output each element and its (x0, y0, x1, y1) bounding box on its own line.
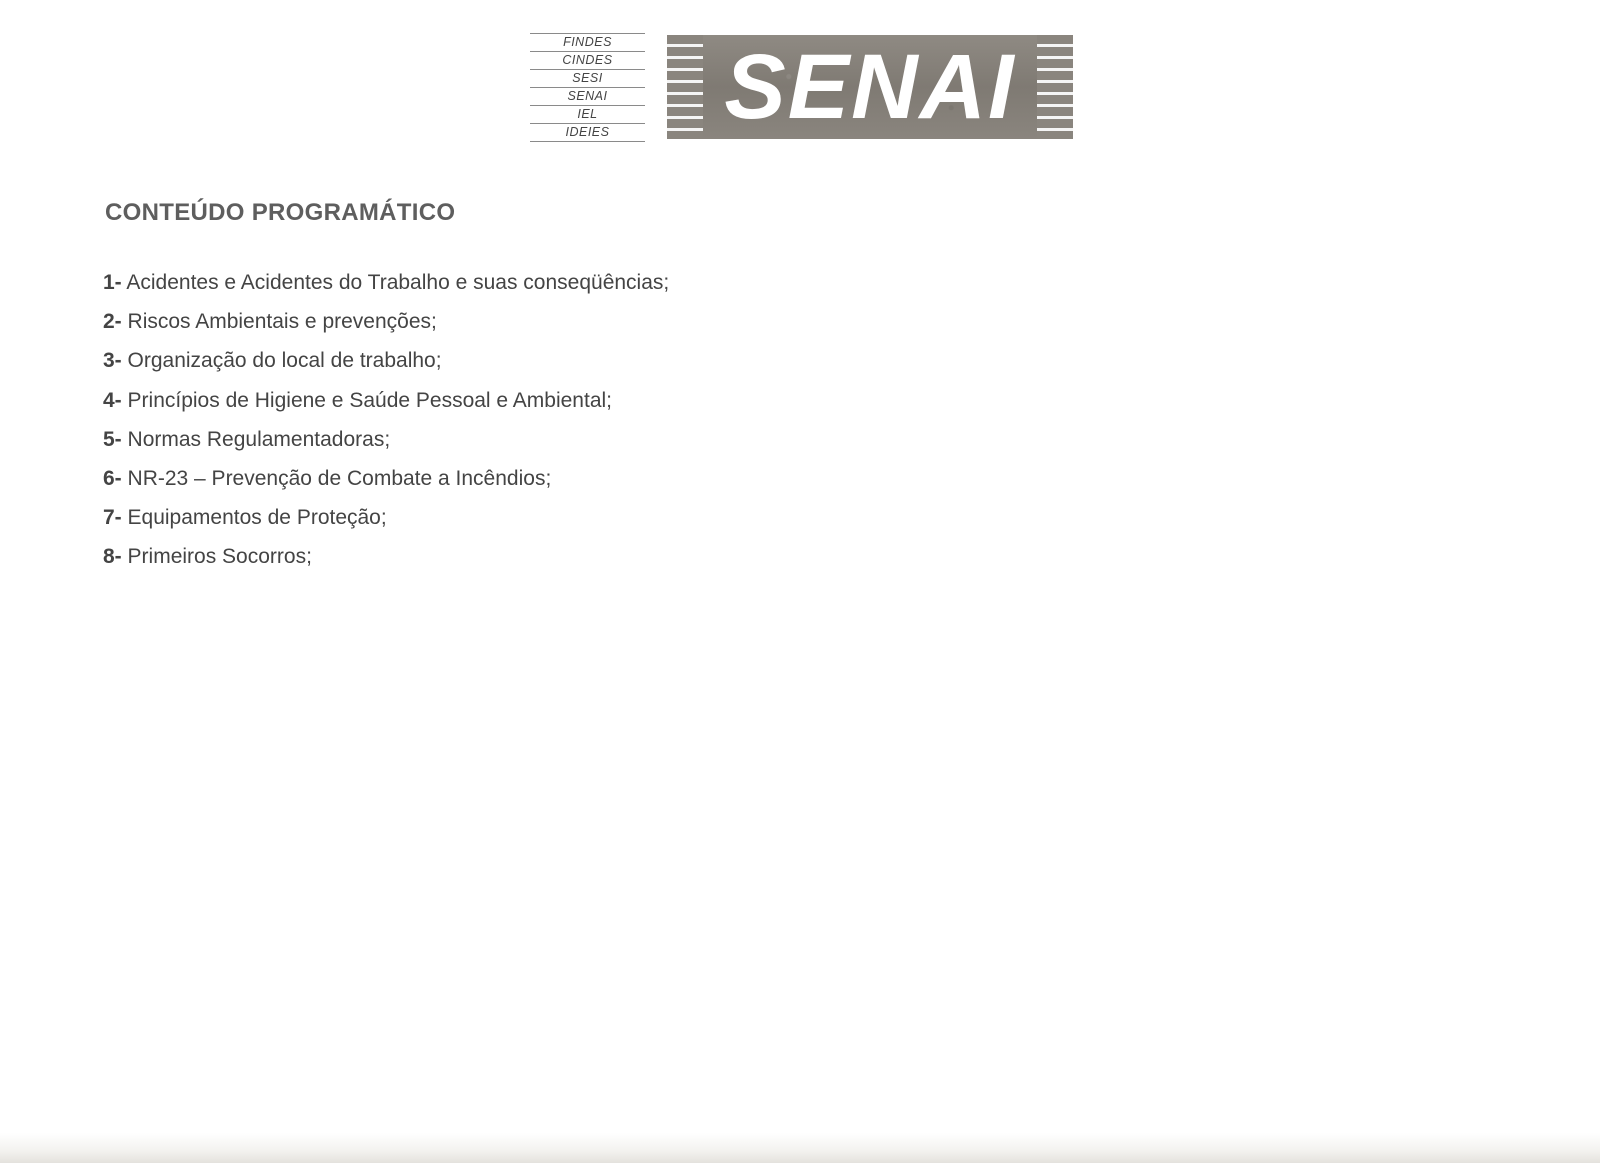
list-item (103, 464, 669, 503)
item-number: 4- (103, 388, 122, 412)
senai-logo (667, 35, 1073, 139)
program-content-list (103, 268, 669, 582)
item-text: Primeiros Socorros; (127, 545, 312, 569)
list-item (103, 542, 669, 581)
organization-findes: FINDES (530, 33, 645, 52)
item-number: 7- (103, 506, 122, 530)
list-item (103, 307, 669, 346)
list-item (103, 268, 669, 307)
item-text: Equipamentos de Proteção; (127, 506, 387, 530)
item-number: 3- (103, 349, 122, 373)
item-text: Acidentes e Acidentes do Trabalho e suas conseqüências; (126, 271, 670, 294)
item-number: 6- (103, 466, 122, 490)
item-text: Organização do local de trabalho; (127, 349, 442, 373)
item-text: Princípios de Higiene e Saúde Pessoal e Ambiental; (127, 388, 612, 412)
list-item (103, 346, 669, 385)
organization-ideies: IDEIES (530, 124, 645, 142)
list-item (103, 386, 669, 425)
organization-sesi: SESI (530, 70, 645, 88)
item-number: 1- (103, 271, 122, 294)
item-text: Riscos Ambientais e prevenções; (127, 310, 437, 334)
organization-iel: IEL (530, 106, 645, 124)
item-text: Normas Regulamentadoras; (127, 427, 391, 451)
list-item (103, 503, 669, 542)
item-number: 2- (103, 310, 122, 334)
item-text: NR-23 – Prevenção de Combate a Incêndios; (127, 466, 552, 490)
organization-senai: SENAI (530, 88, 645, 106)
organization-cindes: CINDES (530, 52, 645, 70)
item-number: 5- (103, 427, 122, 451)
list-item (103, 425, 669, 464)
organization-list (530, 33, 645, 141)
senai-logo-text: SENAI (724, 36, 1016, 138)
letterhead (530, 33, 1075, 141)
scan-bottom-edge (0, 1133, 1600, 1163)
item-number: 8- (103, 545, 122, 569)
document-title: CONTEÚDO PROGRAMÁTICO (105, 199, 456, 226)
